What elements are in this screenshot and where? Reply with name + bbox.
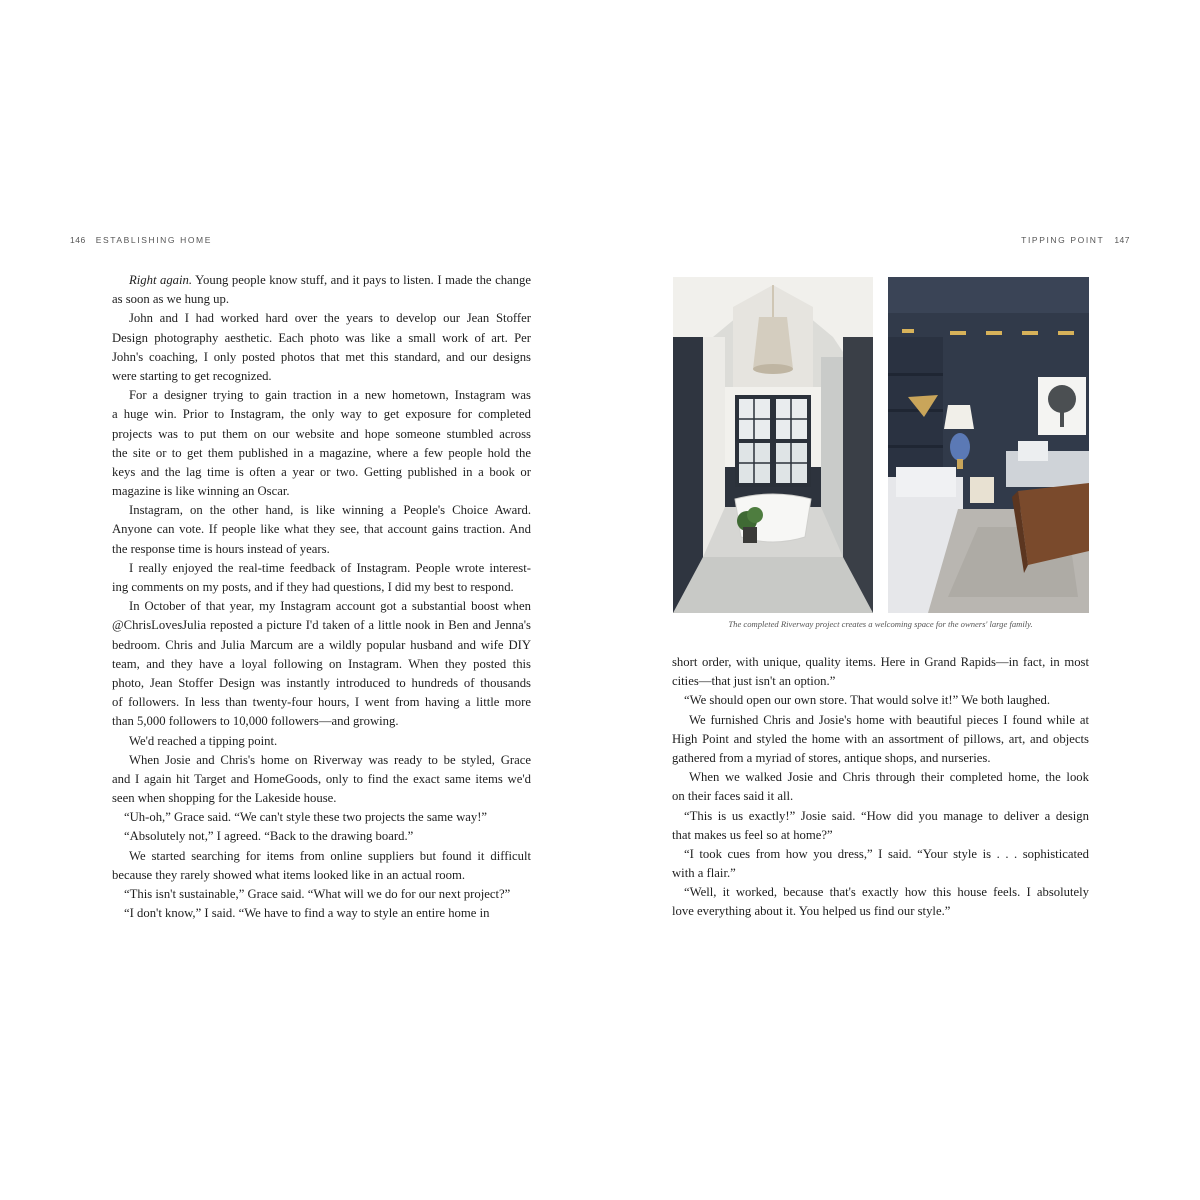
text-line [112,751,531,770]
line-text: ing comments on my posts, and if they had questions, I did my best to respond. [112,580,514,594]
line-text: “Absolutely not,” I agreed. “Back to the drawing board.” [124,829,414,844]
text-line [112,444,531,463]
text-line [112,636,531,655]
line-text: keys and the lag time is often a year or two. Getting published in a book or [112,464,531,479]
text-line [112,885,531,904]
line-text: “This is us exactly!” Josie said. “How did you manage to deliver a design [684,808,1089,823]
left-page-number: 146 [70,235,86,245]
left-running-title: ESTABLISHING HOME [95,235,212,245]
text-line [112,348,531,367]
line-text: than 5,000 followers to 10,000 followers—and growing. [112,714,399,729]
line-text: of followers. In less than twenty-four hours, I went from having a little more [112,695,531,710]
line-text: that makes us feel so at home?” [672,827,833,842]
line-text: love everything about it. You helped us find our style.” [672,904,951,919]
line-text: as soon as we hung up. [112,292,229,307]
left-text-column [112,271,531,923]
paragraph [672,711,1089,769]
line-text: We started searching for items from online suppliers but found it difficult [129,848,531,863]
text-line [112,655,531,674]
text-line [672,883,1089,902]
line-text: Design photography aesthetic. Each photo was like a small work of art. Per [112,330,531,345]
line-text: projects was to put them on our website and hope someone stumbled across [112,426,531,441]
text-line [112,827,531,846]
line-text: I really enjoyed the real-time feedback of Instagram. People wrote interest- [129,560,531,575]
left-running-head [70,235,212,245]
line-text: We'd reached a tipping point. [129,733,278,748]
text-line [112,290,531,309]
right-running-head [1021,235,1130,245]
line-text: “I took cues from how you dress,” I said. “Your style is . . . sophisticated [684,846,1089,861]
right-page-number: 147 [1114,235,1130,245]
text-line [672,672,1089,691]
text-line [672,864,1089,883]
text-line [672,691,1089,710]
text-line [672,826,1089,845]
paragraph [112,885,531,904]
line-text: the site or to get them published in a magazine, where a few people hold the [112,445,531,460]
paragraph [112,827,531,846]
text-line [672,768,1089,787]
text-line [112,540,531,559]
line-text: John and I had worked hard over the years to develop our Jean Stoffer [129,311,531,326]
right-running-title: TIPPING POINT [1021,235,1105,245]
text-line [112,866,531,885]
line-text: “This isn't sustainable,” Grace said. “What will we do for our next project?” [124,887,511,901]
text-line [112,425,531,444]
text-line [112,770,531,789]
line-text: magazine is like winning an Oscar. [112,484,290,499]
text-line [672,730,1089,749]
line-text: seen when shopping for the Lakeside house. [112,791,337,806]
paragraph [112,751,531,809]
paragraph [672,807,1089,845]
text-line [112,559,531,578]
text-line [112,271,531,290]
text-line [112,597,531,616]
line-text: When we walked Josie and Chris through their completed home, the look [689,770,1089,785]
paragraph [112,904,531,923]
text-line [112,329,531,348]
text-line [112,808,531,827]
right-text-column [672,653,1089,922]
text-line [112,386,531,405]
paragraph [672,883,1089,921]
line-text: When Josie and Chris's home on Riverway was ready to be styled, Grace [129,752,531,767]
text-line [112,693,531,712]
paragraph [112,847,531,885]
text-line [112,501,531,520]
paragraph [672,691,1089,710]
line-text: were starting to get recognized. [112,368,272,383]
text-line [112,732,531,751]
line-text: John's coaching, I only posted photos that met this standard, and our designs [112,349,531,364]
paragraph [112,386,531,501]
text-line [112,482,531,501]
line-text: cities—that just isn't an option.” [672,674,836,689]
paragraph [112,597,531,731]
line-text: In October of that year, my Instagram account got a substantial boost when [129,599,531,614]
line-text: photo, Jean Stoffer Design was instantly introduced to hundreds of thousands [112,675,531,690]
line-text: with a flair.” [672,866,736,881]
paragraph [112,309,531,386]
emphasized-text: Right again. [129,273,193,287]
line-text: Instagram, on the other hand, is like winning a People's Choice Award. [129,503,531,518]
text-line [112,712,531,731]
line-text: the response time is hours instead of years. [112,541,330,556]
paragraph [112,732,531,751]
line-text: Young people know stuff, and it pays to listen. I made the change [192,273,531,287]
text-line [112,789,531,808]
text-line [672,807,1089,826]
text-line [112,405,531,424]
bathroom-photo [673,277,873,613]
paragraph [672,845,1089,883]
photo-caption: The completed Riverway project creates a welcoming space for the owners' large family. [728,619,1033,629]
line-text: and I again hit Target and HomeGoods, only to find the exact same items we'd [112,771,531,786]
line-text: We furnished Chris and Josie's home with beautiful pieces I found while at [689,712,1089,727]
text-line [672,711,1089,730]
line-text: Anyone can vote. If people like what they see, that account gains traction. And [112,522,531,537]
line-text: “Well, it worked, because that's exactly how this house feels. I absolutely [684,885,1089,900]
text-line [112,904,531,923]
text-line [672,845,1089,864]
text-line [672,749,1089,768]
paragraph [112,808,531,827]
line-text: short order, with unique, quality items. Here in Grand Rapids—in fact, in most [672,655,1089,669]
paragraph [672,653,1089,691]
living-room-photo [888,277,1089,613]
text-line [112,367,531,386]
line-text: “I don't know,” I said. “We have to find a way to style an entire home in [124,906,490,921]
paragraph [112,501,531,559]
line-text: “We should open our own store. That would solve it!” We both laughed. [684,693,1051,708]
line-text: High Point and styled the home with an assortment of pillows, art, and objects [672,731,1089,746]
text-line [112,578,531,597]
paragraph [672,768,1089,806]
text-line [672,902,1089,921]
text-line [672,653,1089,672]
text-line [672,787,1089,806]
line-text: team, and they have a loyal following on Instagram. When they posted this [112,656,531,671]
text-line [112,463,531,482]
line-text: @ChrisLovesJulia reposted a picture I'd taken of a little nook in Ben and Jenna's [112,618,531,633]
text-line [112,309,531,328]
line-text: “Uh-oh,” Grace said. “We can't style these two projects the same way!” [124,810,488,825]
text-line [112,847,531,866]
line-text: because they rarely showed what items looked like in an actual room. [112,867,466,882]
line-text: For a designer trying to gain traction in a new hometown, Instagram was [129,388,531,403]
line-text: gathered from a myriad of stores, antique shops, and nurseries. [672,750,991,765]
text-line [112,674,531,693]
line-text: on their faces said it all. [672,789,794,804]
text-line [112,616,531,635]
paragraph [112,559,531,597]
line-text: a huge win. Prior to Instagram, the only way to get exposure for completed [112,407,531,422]
text-line [112,520,531,539]
paragraph [112,271,531,309]
line-text: bedroom. Chris and Julia Marcum are a wildly popular husband and wife DIY [112,637,531,652]
